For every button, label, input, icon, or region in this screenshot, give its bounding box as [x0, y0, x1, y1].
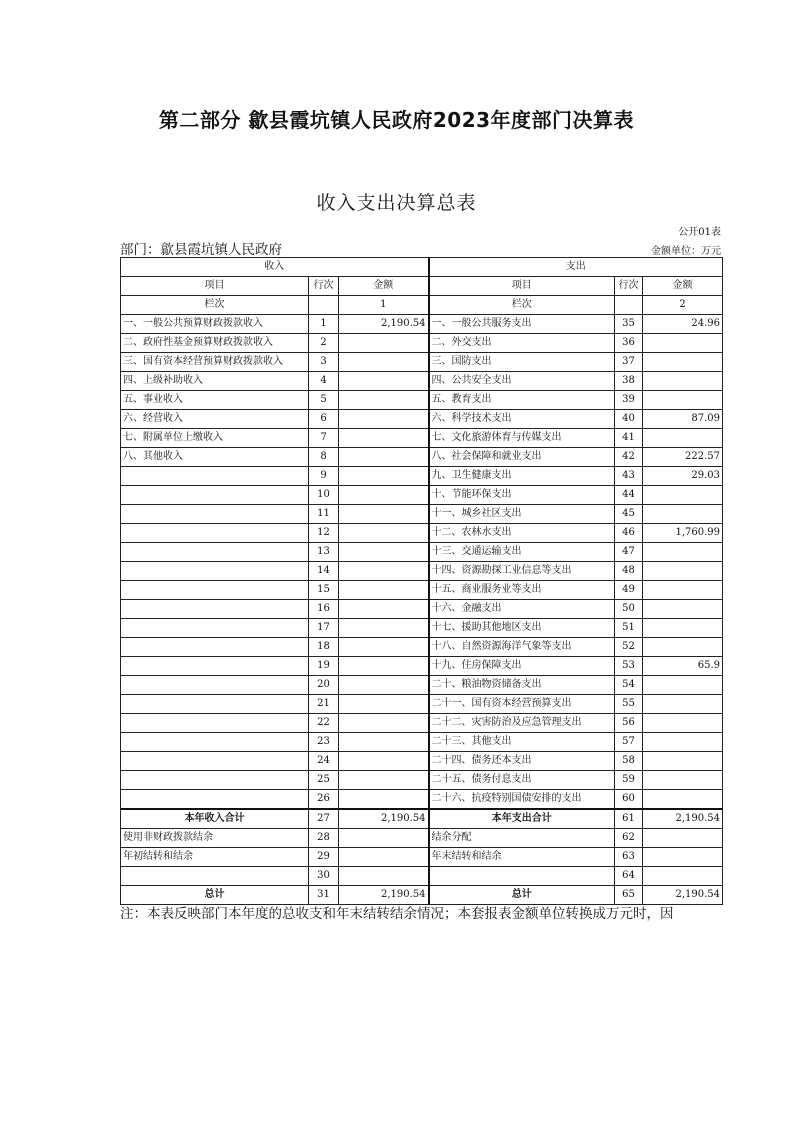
- income-amount-cell: [339, 848, 429, 867]
- expense-row-no-cell: 37: [615, 353, 643, 372]
- income-row-no-cell: 23: [309, 733, 339, 752]
- table-row: [121, 790, 723, 810]
- expense-amount-cell: [643, 619, 723, 638]
- income-amount-cell: [339, 638, 429, 657]
- income-row-no-cell: 20: [309, 676, 339, 695]
- income-row-no-cell: 31: [309, 886, 339, 905]
- income-amount-cell: [339, 448, 429, 467]
- amount-unit-label: 金额单位：万元: [651, 246, 721, 257]
- expense-item-cell: 二十二、灾害防治及应急管理支出: [429, 714, 615, 733]
- expense-column-label: 栏次: [429, 296, 615, 315]
- table-row: [121, 619, 723, 638]
- income-amount-cell: [339, 581, 429, 600]
- table-row: [121, 315, 723, 334]
- table-row: [121, 467, 723, 486]
- income-item-cell: [121, 676, 309, 695]
- expense-row-no-cell: 40: [615, 410, 643, 429]
- table-row: [121, 543, 723, 562]
- expense-amount-cell: [643, 638, 723, 657]
- expense-row-no-cell: 45: [615, 505, 643, 524]
- income-item-cell: [121, 524, 309, 543]
- income-row-no-cell: 8: [309, 448, 339, 467]
- income-row-no-cell: 17: [309, 619, 339, 638]
- income-amount-cell: [339, 429, 429, 448]
- income-row-no-header: 行次: [309, 277, 339, 296]
- expense-amount-cell: [643, 353, 723, 372]
- income-amount-cell: [339, 353, 429, 372]
- income-amount-cell: [339, 372, 429, 391]
- expense-amount-cell: [643, 600, 723, 619]
- income-row-no-cell: 2: [309, 334, 339, 353]
- expense-amount-cell: [643, 581, 723, 600]
- income-row-no-cell: 25: [309, 771, 339, 790]
- income-row-no-cell: 29: [309, 848, 339, 867]
- expense-item-cell: 八、社会保障和就业支出: [429, 448, 615, 467]
- expense-row-no-cell: 41: [615, 429, 643, 448]
- expense-row-no-cell: 43: [615, 467, 643, 486]
- income-amount-cell: [339, 486, 429, 505]
- income-item-header: 项目: [121, 277, 309, 296]
- expense-amount-cell: [643, 391, 723, 410]
- expense-row-no-cell: 55: [615, 695, 643, 714]
- expense-amount-cell: [643, 790, 723, 810]
- table-row: [121, 353, 723, 372]
- expense-item-cell: 三、国防支出: [429, 353, 615, 372]
- expense-amount-cell: [643, 695, 723, 714]
- expense-item-cell: 结余分配: [429, 829, 615, 848]
- income-amount-cell: [339, 467, 429, 486]
- expense-item-cell: 十六、金融支出: [429, 600, 615, 619]
- income-amount-cell: [339, 733, 429, 752]
- expense-row-no-cell: 57: [615, 733, 643, 752]
- expense-amount-cell: 87.09: [643, 410, 723, 429]
- income-row-no-cell: 15: [309, 581, 339, 600]
- table-row: [121, 829, 723, 848]
- expense-row-no-cell: 59: [615, 771, 643, 790]
- income-item-cell: [121, 505, 309, 524]
- income-row-no-cell: 1: [309, 315, 339, 334]
- income-item-cell: 六、经营收入: [121, 410, 309, 429]
- income-amount-cell: [339, 391, 429, 410]
- income-amount-header: 金额: [339, 277, 429, 296]
- expense-amount-cell: 222.57: [643, 448, 723, 467]
- income-amount-cell: [339, 695, 429, 714]
- expense-amount-cell: [643, 372, 723, 391]
- expense-amount-cell: 65.9: [643, 657, 723, 676]
- income-amount-cell: [339, 524, 429, 543]
- table-row: [121, 562, 723, 581]
- expense-item-cell: 五、教育支出: [429, 391, 615, 410]
- income-amount-cell: [339, 714, 429, 733]
- part-title: 第二部分 歙县霞坑镇人民政府2023年度部门决算表: [158, 108, 635, 132]
- table-row: [121, 676, 723, 695]
- expense-row-no-cell: 47: [615, 543, 643, 562]
- income-item-cell: [121, 714, 309, 733]
- column-header-row: [121, 277, 723, 296]
- income-row-no-cell: 30: [309, 867, 339, 886]
- table-row: [121, 733, 723, 752]
- expense-item-cell: 十八、自然资源海洋气象等支出: [429, 638, 615, 657]
- income-row-no-cell: 5: [309, 391, 339, 410]
- income-item-cell: 三、国有资本经营预算财政拨款收入: [121, 353, 309, 372]
- table-row: [121, 486, 723, 505]
- expense-amount-header: 金额: [643, 277, 723, 296]
- expense-item-cell: 十七、援助其他地区支出: [429, 619, 615, 638]
- income-row-no-cell: 28: [309, 829, 339, 848]
- table-title: 收入支出决算总表: [316, 192, 477, 214]
- income-expense-table: [120, 257, 723, 905]
- expense-row-no-cell: 38: [615, 372, 643, 391]
- income-item-cell: [121, 695, 309, 714]
- expense-item-cell: 二十、粮油物资储备支出: [429, 676, 615, 695]
- income-amount-cell: [339, 790, 429, 810]
- income-item-cell: 七、附属单位上缴收入: [121, 429, 309, 448]
- table-row: [121, 334, 723, 353]
- expense-amount-cell: [643, 562, 723, 581]
- expense-item-cell: 本年支出合计: [429, 809, 615, 829]
- expense-amount-cell: 24.96: [643, 315, 723, 334]
- income-row-no-cell: 14: [309, 562, 339, 581]
- income-amount-cell: [339, 505, 429, 524]
- expense-row-no-cell: 49: [615, 581, 643, 600]
- income-amount-cell: [339, 562, 429, 581]
- table-row: [121, 581, 723, 600]
- expense-amount-cell: 2,190.54: [643, 809, 723, 829]
- expense-amount-cell: 1,760.99: [643, 524, 723, 543]
- table-row: [121, 410, 723, 429]
- expense-item-cell: 二、外交支出: [429, 334, 615, 353]
- income-item-cell: [121, 543, 309, 562]
- expense-amount-cell: [643, 334, 723, 353]
- section-header-row: [121, 258, 723, 277]
- income-amount-cell: [339, 771, 429, 790]
- expense-row-no-cell: 65: [615, 886, 643, 905]
- income-amount-cell: [339, 676, 429, 695]
- income-item-cell: [121, 752, 309, 771]
- income-row-no-cell: 7: [309, 429, 339, 448]
- expense-row-no-cell: 52: [615, 638, 643, 657]
- expense-row-no-cell: 60: [615, 790, 643, 810]
- expense-column-label-empty: [615, 296, 643, 315]
- income-amount-cell: [339, 752, 429, 771]
- income-item-cell: 本年收入合计: [121, 809, 309, 829]
- table-row: [121, 867, 723, 886]
- income-item-cell: 年初结转和结余: [121, 848, 309, 867]
- expense-row-no-cell: 50: [615, 600, 643, 619]
- income-amount-cell: [339, 657, 429, 676]
- footnote: 注：本表反映部门本年度的总收支和年末结转结余情况；本套报表金额单位转换成万元时，因: [120, 906, 674, 922]
- expense-row-no-cell: 42: [615, 448, 643, 467]
- expense-amount-cell: [643, 733, 723, 752]
- expense-amount-cell: [643, 543, 723, 562]
- expense-amount-cell: [643, 829, 723, 848]
- income-row-no-cell: 27: [309, 809, 339, 829]
- expense-item-cell: 十、节能环保支出: [429, 486, 615, 505]
- table-row: [121, 695, 723, 714]
- table-row: [121, 448, 723, 467]
- income-item-cell: 二、政府性基金预算财政拨款收入: [121, 334, 309, 353]
- income-amount-cell: [339, 600, 429, 619]
- table-row: [121, 752, 723, 771]
- income-amount-cell: 2,190.54: [339, 886, 429, 905]
- income-item-cell: [121, 619, 309, 638]
- income-item-cell: [121, 867, 309, 886]
- expense-amount-cell: 29.03: [643, 467, 723, 486]
- income-section-header: 收入: [121, 258, 429, 277]
- income-row-no-cell: 10: [309, 486, 339, 505]
- subtotal-row: [121, 809, 723, 829]
- income-amount-cell: [339, 829, 429, 848]
- income-row-no-cell: 11: [309, 505, 339, 524]
- income-item-cell: [121, 486, 309, 505]
- income-item-cell: [121, 638, 309, 657]
- income-row-no-cell: 13: [309, 543, 339, 562]
- income-row-no-cell: 18: [309, 638, 339, 657]
- income-row-no-cell: 16: [309, 600, 339, 619]
- table-row: [121, 657, 723, 676]
- income-item-cell: [121, 467, 309, 486]
- income-item-cell: [121, 733, 309, 752]
- table-row: [121, 524, 723, 543]
- expense-section-header: 支出: [429, 258, 723, 277]
- expense-item-cell: 一、一般公共服务支出: [429, 315, 615, 334]
- expense-amount-cell: [643, 486, 723, 505]
- income-row-no-cell: 4: [309, 372, 339, 391]
- expense-amount-cell: [643, 676, 723, 695]
- table-row: [121, 771, 723, 790]
- column-label-row: [121, 296, 723, 315]
- expense-amount-cell: [643, 867, 723, 886]
- income-item-cell: 总计: [121, 886, 309, 905]
- expense-amount-cell: [643, 771, 723, 790]
- department-label: 部门：歙县霞坑镇人民政府: [120, 242, 282, 258]
- expense-item-cell: 十三、交通运输支出: [429, 543, 615, 562]
- expense-item-cell: 年末结转和结余: [429, 848, 615, 867]
- expense-amount-cell: [643, 848, 723, 867]
- expense-item-cell: 十四、资源勘探工业信息等支出: [429, 562, 615, 581]
- expense-row-no-cell: 64: [615, 867, 643, 886]
- income-row-no-cell: 3: [309, 353, 339, 372]
- expense-item-cell: 四、公共安全支出: [429, 372, 615, 391]
- expense-row-no-header: 行次: [615, 277, 643, 296]
- expense-row-no-cell: 62: [615, 829, 643, 848]
- income-item-cell: [121, 600, 309, 619]
- income-amount-cell: [339, 334, 429, 353]
- income-row-no-cell: 21: [309, 695, 339, 714]
- income-item-cell: 四、上级补助收入: [121, 372, 309, 391]
- income-item-cell: [121, 771, 309, 790]
- expense-row-no-cell: 36: [615, 334, 643, 353]
- income-row-no-cell: 12: [309, 524, 339, 543]
- expense-item-cell: 十五、商业服务业等支出: [429, 581, 615, 600]
- income-item-cell: 五、事业收入: [121, 391, 309, 410]
- expense-row-no-cell: 44: [615, 486, 643, 505]
- income-column-number: 1: [339, 296, 429, 315]
- expense-item-cell: 总计: [429, 886, 615, 905]
- table-row: [121, 505, 723, 524]
- income-item-cell: [121, 657, 309, 676]
- income-row-no-cell: 6: [309, 410, 339, 429]
- income-column-label-empty: [309, 296, 339, 315]
- expense-item-cell: 二十三、其他支出: [429, 733, 615, 752]
- form-number: 公开01表: [678, 227, 721, 238]
- expense-amount-cell: [643, 752, 723, 771]
- expense-row-no-cell: 51: [615, 619, 643, 638]
- expense-item-cell: 二十四、债务还本支出: [429, 752, 615, 771]
- table-row: [121, 714, 723, 733]
- income-item-cell: [121, 581, 309, 600]
- income-item-cell: [121, 790, 309, 810]
- expense-row-no-cell: 58: [615, 752, 643, 771]
- income-item-cell: 一、一般公共预算财政拨款收入: [121, 315, 309, 334]
- expense-item-cell: [429, 867, 615, 886]
- expense-amount-cell: [643, 714, 723, 733]
- expense-row-no-cell: 46: [615, 524, 643, 543]
- expense-item-cell: 二十六、抗疫特别国债安排的支出: [429, 790, 615, 810]
- expense-item-cell: 七、文化旅游体育与传媒支出: [429, 429, 615, 448]
- table-row: [121, 600, 723, 619]
- expense-row-no-cell: 35: [615, 315, 643, 334]
- income-row-no-cell: 19: [309, 657, 339, 676]
- table-row: [121, 391, 723, 410]
- income-column-label: 栏次: [121, 296, 309, 315]
- income-row-no-cell: 9: [309, 467, 339, 486]
- table-row: [121, 638, 723, 657]
- expense-item-cell: 九、卫生健康支出: [429, 467, 615, 486]
- expense-amount-cell: [643, 505, 723, 524]
- expense-row-no-cell: 63: [615, 848, 643, 867]
- expense-row-no-cell: 48: [615, 562, 643, 581]
- income-amount-cell: [339, 543, 429, 562]
- expense-item-header: 项目: [429, 277, 615, 296]
- income-item-cell: 八、其他收入: [121, 448, 309, 467]
- expense-item-cell: 十一、城乡社区支出: [429, 505, 615, 524]
- income-amount-cell: 2,190.54: [339, 809, 429, 829]
- income-amount-cell: 2,190.54: [339, 315, 429, 334]
- expense-item-cell: 二十五、债务付息支出: [429, 771, 615, 790]
- income-amount-cell: [339, 410, 429, 429]
- expense-item-cell: 六、科学技术支出: [429, 410, 615, 429]
- income-row-no-cell: 24: [309, 752, 339, 771]
- expense-item-cell: 十二、农林水支出: [429, 524, 615, 543]
- income-row-no-cell: 22: [309, 714, 339, 733]
- expense-amount-cell: 2,190.54: [643, 886, 723, 905]
- table-row: [121, 372, 723, 391]
- expense-item-cell: 二十一、国有资本经营预算支出: [429, 695, 615, 714]
- expense-row-no-cell: 61: [615, 809, 643, 829]
- income-amount-cell: [339, 867, 429, 886]
- expense-row-no-cell: 54: [615, 676, 643, 695]
- expense-amount-cell: [643, 429, 723, 448]
- income-row-no-cell: 26: [309, 790, 339, 810]
- expense-column-number: 2: [643, 296, 723, 315]
- income-item-cell: [121, 562, 309, 581]
- expense-row-no-cell: 56: [615, 714, 643, 733]
- table-row: [121, 848, 723, 867]
- income-item-cell: 使用非财政拨款结余: [121, 829, 309, 848]
- table-row: [121, 429, 723, 448]
- expense-item-cell: 十九、住房保障支出: [429, 657, 615, 676]
- expense-row-no-cell: 39: [615, 391, 643, 410]
- income-amount-cell: [339, 619, 429, 638]
- expense-row-no-cell: 53: [615, 657, 643, 676]
